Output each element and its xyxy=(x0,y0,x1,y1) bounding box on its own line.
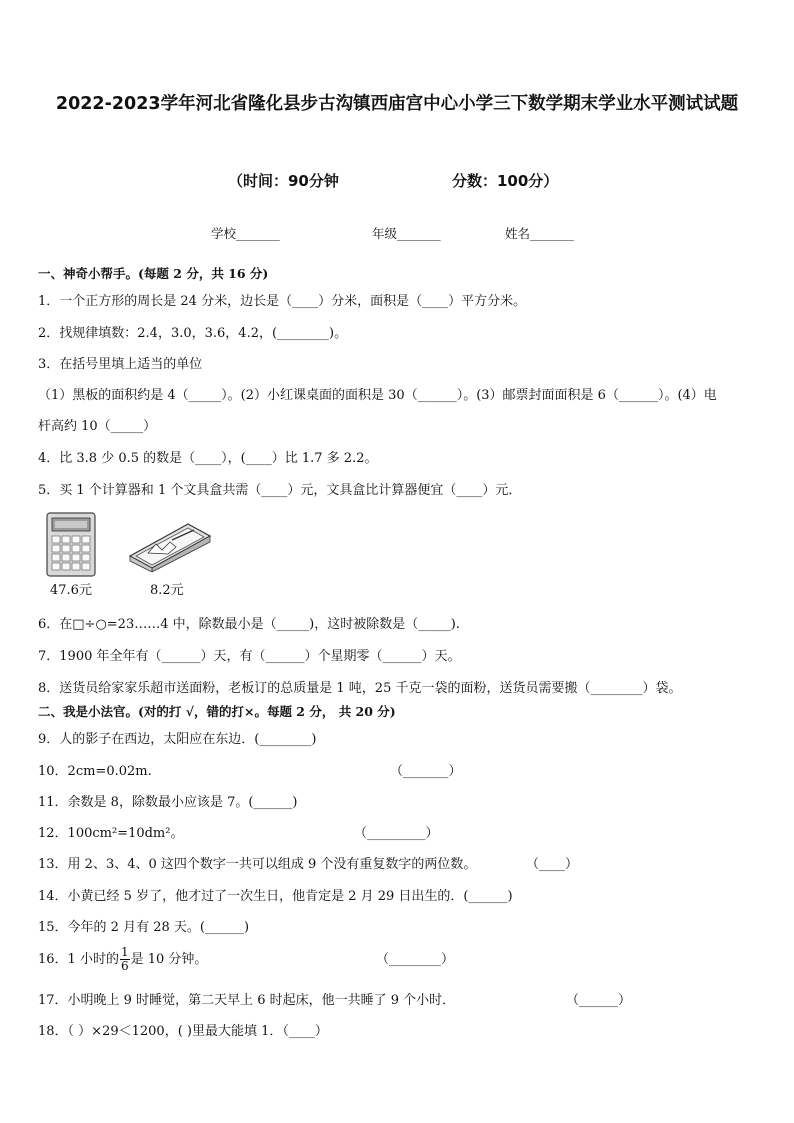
question-2: 2．找规律填数：2.4，3.0，3.6，4.2，(________)。 xyxy=(38,326,348,341)
score-label: 分数：100分） xyxy=(452,172,559,190)
question-13 xyxy=(38,853,758,872)
pencil-box-image xyxy=(126,520,212,572)
question-18: 18．（ ）×29＜1200，( )里最大能填 1．（____） xyxy=(38,1024,328,1039)
question-16-text-pre: 16．1 小时的 xyxy=(38,952,119,967)
question-9: 9．人的影子在西边，太阳应在东边．(________) xyxy=(38,732,317,747)
question-13-text: 13．用 2、3、4、0 这四个数字一共可以组成 9 个没有重复数字的两位数。 xyxy=(38,857,477,872)
question-10 xyxy=(38,760,758,779)
question-11: 11．余数是 8，除数最小应该是 7。(______) xyxy=(38,795,298,810)
question-16 xyxy=(38,944,758,976)
section-heading-2: 二、我是小法官。(对的打 √，错的打×。每题 2 分， 共 20 分) xyxy=(38,704,396,719)
question-14: 14．小黄已经 5 岁了，他才过了一次生日，他肯定是 2 月 29 日出生的．(______) xyxy=(38,889,513,904)
question-3-line-2: 杆高约 10（_____） xyxy=(38,419,157,434)
name-field[interactable]: 姓名_______ xyxy=(505,226,574,241)
question-13-answer: （____） xyxy=(526,857,579,872)
page-title: 2022-2023学年河北省隆化县步古沟镇西庙宫中心小学三下数学期末学业水平测试试题 xyxy=(55,94,739,114)
exam-meta xyxy=(0,170,794,194)
pencil-box-price: 8.2元 xyxy=(150,583,184,598)
grade-field[interactable]: 年级_______ xyxy=(372,226,441,241)
school-field[interactable]: 学校_______ xyxy=(211,226,280,241)
question-17 xyxy=(38,989,758,1008)
calculator-image xyxy=(46,512,98,578)
question-7: 7．1900 年全年有（______）天，有（______）个星期零（______）天。 xyxy=(38,649,461,664)
question-17-answer: （______） xyxy=(566,993,632,1008)
question-6: 6．在□÷○=23……4 中，除数最小是（_____)，这时被除数是（_____). xyxy=(38,617,460,632)
question-16-text-post: 是 10 分钟。 xyxy=(130,952,208,967)
question-1: 1．一个正方形的周长是 24 分米，边长是（____）分米，面积是（____）平方分米。 xyxy=(38,294,527,309)
question-4: 4．比 3.8 少 0.5 的数是（____），(____）比 1.7 多 2.2。 xyxy=(38,451,378,466)
fraction-one-sixth: $\frac{1}{6}$ xyxy=(120,945,129,973)
calculator-price: 47.6元 xyxy=(50,583,92,598)
question-15: 15．今年的 2 月有 28 天。(______) xyxy=(38,920,250,935)
question-16-answer: （________） xyxy=(376,952,455,967)
question-10-text: 10．2cm=0.02m. xyxy=(38,764,152,779)
question-10-answer: （_______） xyxy=(390,764,462,779)
question-5: 5．买 1 个计算器和 1 个文具盒共需（____）元，文具盒比计算器便宜（____）元． xyxy=(38,483,522,498)
question-3: 3．在括号里填上适当的单位 xyxy=(38,357,203,372)
question-12-answer: （_________） xyxy=(354,826,439,841)
time-label: （时间：90分钟 xyxy=(228,172,339,190)
question-12 xyxy=(38,822,758,841)
question-17-text: 17．小明晚上 9 时睡觉，第二天早上 6 时起床，他一共睡了 9 个小时． xyxy=(38,993,456,1008)
question-3-line-1: （1）黑板的面积约是 4（_____）。(2）小红课桌面的面积是 30（______）。(3）邮票封面面积是 6（______）。(4）电 xyxy=(38,388,717,403)
section-heading-1: 一、神奇小帮手。(每题 2 分，共 16 分) xyxy=(38,266,269,281)
question-12-text: 12．100cm²=10dm²。 xyxy=(38,826,184,841)
question-8: 8．送货员给家家乐超市送面粉，老板订的总质量是 1 吨，25 千克一袋的面粉，送货员需要搬（________）袋。 xyxy=(38,681,682,696)
